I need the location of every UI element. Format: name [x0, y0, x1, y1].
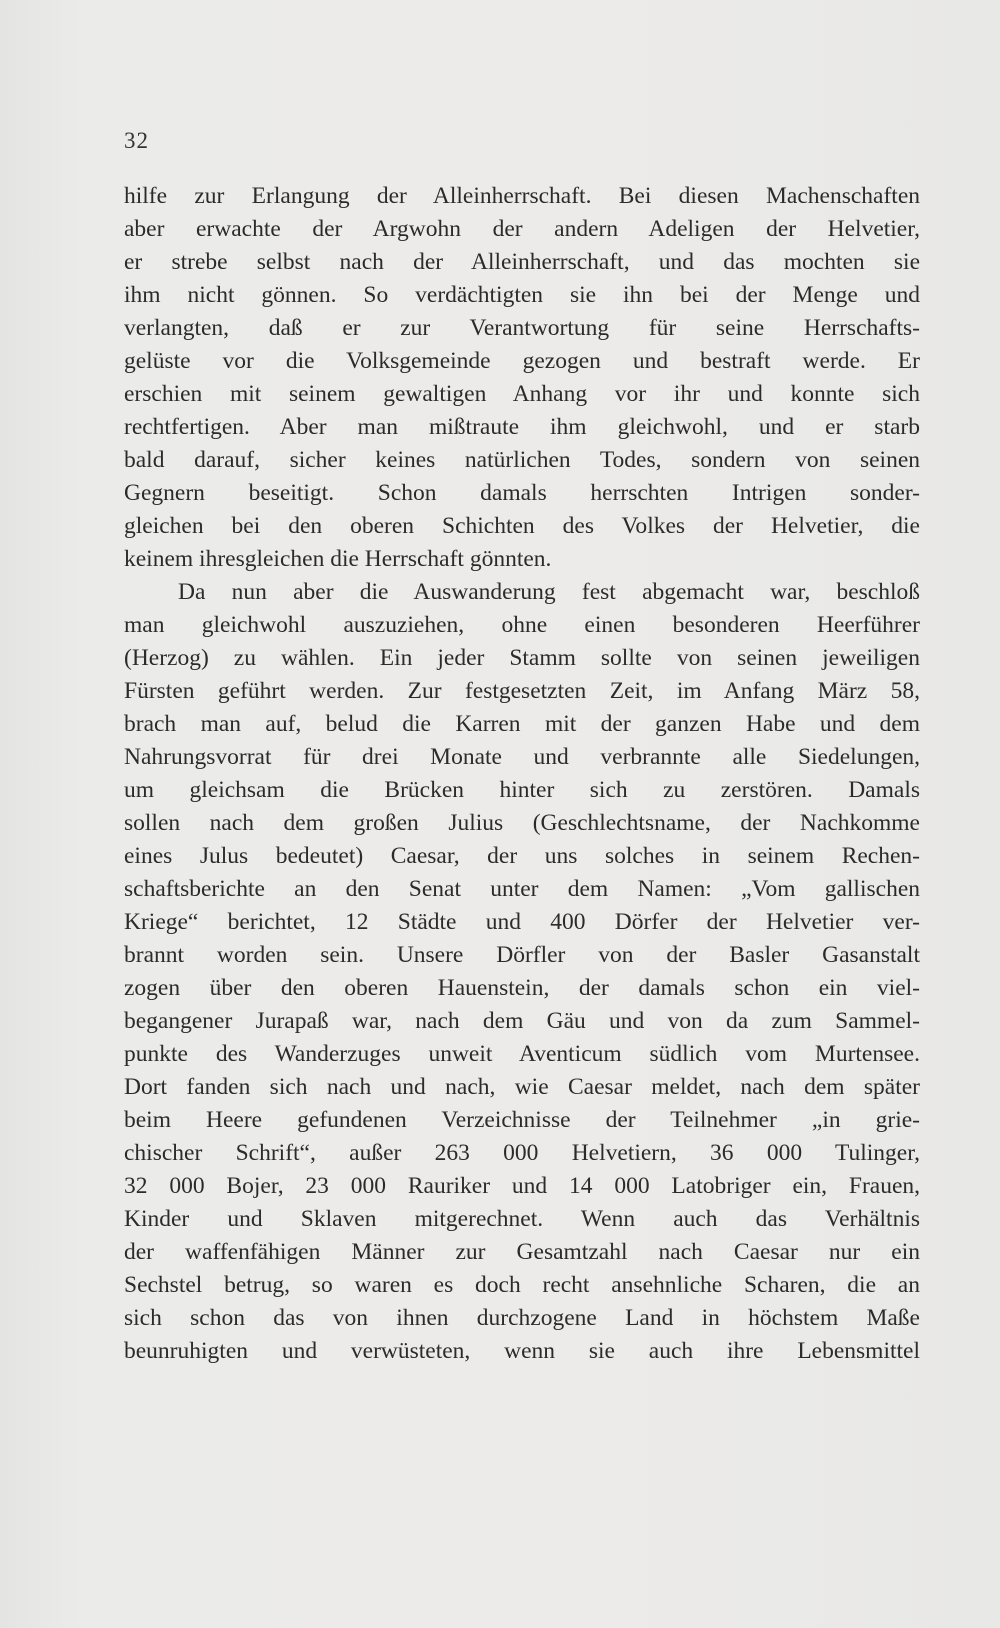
text-line: verlangten, daß er zur Verantwortung für seine Herrschafts- [124, 315, 920, 341]
text-line: gelüste vor die Volksgemeinde gezogen und bestraft werde. Er [124, 348, 920, 374]
body-text [124, 180, 920, 1368]
text-line: bald darauf, sicher keines natürlichen Todes, sondern von seinen [124, 447, 920, 473]
text-line: der waffenfähigen Männer zur Gesamtzahl nach Caesar nur ein [124, 1239, 920, 1265]
text-line: rechtfertigen. Aber man mißtraute ihm gleichwohl, und er starb [124, 414, 920, 440]
paragraph-1 [124, 180, 920, 576]
text-line: punkte des Wanderzuges unweit Aventicum südlich vom Murtensee. [124, 1041, 920, 1067]
text-line: sollen nach dem großen Julius (Geschlechtsname, der Nachkomme [124, 810, 920, 836]
text-line: sich schon das von ihnen durchzogene Land in höchstem Maße [124, 1305, 920, 1331]
text-line: schaftsberichte an den Senat unter dem Namen: „Vom gallischen [124, 876, 920, 902]
text-line: Sechstel betrug, so waren es doch recht ansehnliche Scharen, die an [124, 1272, 920, 1298]
text-line: Da nun aber die Auswanderung fest abgemacht war, beschloß [178, 579, 920, 605]
text-line: Kriege“ berichtet, 12 Städte und 400 Dörfer der Helvetier ver- [124, 909, 920, 935]
text-line: um gleichsam die Brücken hinter sich zu zerstören. Damals [124, 777, 920, 803]
text-line: zogen über den oberen Hauenstein, der damals schon ein viel- [124, 975, 920, 1001]
text-line: ihm nicht gönnen. So verdächtigten sie ihn bei der Menge und [124, 282, 920, 308]
page-number: 32 [124, 128, 149, 153]
text-line: chischer Schrift“, außer 263 000 Helvetiern, 36 000 Tulinger, [124, 1140, 920, 1166]
text-line: eines Julus bedeutet) Caesar, der uns solches in seinem Rechen- [124, 843, 920, 869]
paragraph-2 [124, 576, 920, 1368]
text-line: gleichen bei den oberen Schichten des Volkes der Helvetier, die [124, 513, 920, 539]
text-line: er strebe selbst nach der Alleinherrschaft, und das mochten sie [124, 249, 920, 275]
text-line: Fürsten geführt werden. Zur festgesetzten Zeit, im Anfang März 58, [124, 678, 920, 704]
text-line: brach man auf, belud die Karren mit der ganzen Habe und dem [124, 711, 920, 737]
text-line: (Herzog) zu wählen. Ein jeder Stamm sollte von seinen jeweiligen [124, 645, 920, 671]
text-line: keinem ihresgleichen die Herrschaft gönnten. [124, 546, 552, 572]
text-line: beunruhigten und verwüsteten, wenn sie auch ihre Lebensmittel [124, 1338, 920, 1364]
text-line: erschien mit seinem gewaltigen Anhang vor ihr und konnte sich [124, 381, 920, 407]
text-line: beim Heere gefundenen Verzeichnisse der Teilnehmer „in grie- [124, 1107, 920, 1133]
text-line: 32 000 Bojer, 23 000 Rauriker und 14 000 Latobriger ein, Frauen, [124, 1173, 920, 1199]
text-line: Nahrungsvorrat für drei Monate und verbrannte alle Siedelungen, [124, 744, 920, 770]
text-line: aber erwachte der Argwohn der andern Adeligen der Helvetier, [124, 216, 920, 242]
text-line: Gegnern beseitigt. Schon damals herrschten Intrigen sonder- [124, 480, 920, 506]
text-line: man gleichwohl auszuziehen, ohne einen besonderen Heerführer [124, 612, 920, 638]
text-line: begangener Jurapaß war, nach dem Gäu und von da zum Sammel- [124, 1008, 920, 1034]
text-line: hilfe zur Erlangung der Alleinherrschaft. Bei diesen Machenschaften [124, 183, 920, 209]
text-line: Kinder und Sklaven mitgerechnet. Wenn auch das Verhältnis [124, 1206, 920, 1232]
text-line: Dort fanden sich nach und nach, wie Caesar meldet, nach dem später [124, 1074, 920, 1100]
text-line: brannt worden sein. Unsere Dörfler von der Basler Gasanstalt [124, 942, 920, 968]
